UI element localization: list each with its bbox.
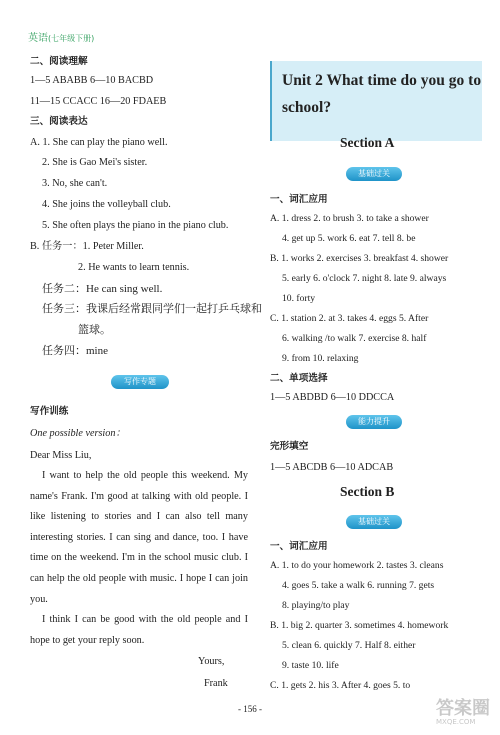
subject-header: [28, 29, 94, 44]
answer-b4: 任务三：我课后经常跟同学们一起打乒乓球和: [42, 303, 262, 315]
answer-a1: A. 1. She can play the piano well.: [30, 137, 168, 148]
section-a-row-5: 10. forty: [282, 293, 316, 304]
watermark-url: MXQE.COM: [436, 718, 476, 726]
section-b-title: Section B: [340, 484, 395, 499]
section-a-row-1: A. 1. dress 2. to brush 3. to take a shower: [270, 213, 429, 224]
section-a-title: Section A: [340, 135, 395, 150]
answer-b1: B. 任务一：1. Peter Miller.: [30, 241, 144, 252]
answer-b5: 篮球。: [78, 324, 111, 336]
expression-title: 三、阅读表达: [30, 116, 88, 127]
section-b-row-1: A. 1. to do your homework 2. tastes 3. cleans: [270, 560, 444, 571]
section-b-row-3: 8. playing/to play: [282, 600, 350, 611]
vocab-title-b: 一、词汇应用: [270, 541, 328, 552]
section-a-row-4: 5. early 6. o'clock 7. night 8. late 9. always: [282, 273, 447, 284]
letter-closing: Yours,: [198, 656, 225, 667]
answer-b6: 任务四：mine: [42, 345, 108, 357]
section-b-row-7: C. 1. gets 2. his 3. After 4. goes 5. to: [270, 680, 411, 691]
single-choice-answers: 1—5 ABDBD 6—10 DDCCA: [270, 392, 395, 403]
reading-title: 二、阅读理解: [30, 56, 88, 67]
grade-label: (七年级下册): [48, 34, 95, 43]
answer-a3: 3. No, she can't.: [42, 178, 108, 189]
section-a-row-2: 4. get up 5. work 6. eat 7. tell 8. be: [282, 233, 416, 244]
writing-title: 写作训练: [30, 406, 69, 417]
cloze-answers: 1—5 ABCDB 6—10 ADCAB: [270, 462, 394, 473]
section-b-row-2: 4. goes 5. take a walk 6. running 7. gets: [282, 580, 435, 591]
letter-paragraph-2: I think I can be good with the old people and I hope to get your reply soon.: [30, 614, 248, 646]
vocab-title-a: 一、词汇应用: [270, 194, 328, 205]
section-a-row-7: 6. walking /to walk 7. exercise 8. half: [282, 333, 427, 344]
section-b-row-4: B. 1. big 2. quarter 3. sometimes 4. homework: [270, 620, 449, 631]
reading-answers-2: 11—15 CCACC 16—20 FDAEB: [30, 96, 167, 107]
unit-title-line-2: school?: [282, 99, 332, 116]
letter-greeting: Dear Miss Liu,: [30, 450, 92, 461]
section-a-row-6: C. 1. station 2. at 3. takes 4. eggs 5. After: [270, 313, 429, 324]
section-a-row-8: 9. from 10. relaxing: [282, 353, 359, 364]
letter-paragraph-1: I want to help the old people this weekend. My name's Frank. I'm good at talking with old people. I like listening to stories and I can also tell many interesting stories. I can sing and dance, too. I have time on the weekend. I'm in the school music club. I can help the old people with music. I hope I can join you.: [30, 470, 248, 605]
subject-label: 英语: [28, 33, 48, 44]
basic-pill-a: 基础过关: [346, 167, 402, 181]
single-choice-title: 二、单项选择: [270, 373, 328, 384]
answer-a4: 4. She joins the volleyball club.: [42, 199, 171, 210]
page-number: - 156 -: [238, 704, 262, 714]
answer-a2: 2. She is Gao Mei's sister.: [42, 157, 148, 168]
reading-answers-1: 1—5 ABABB 6—10 BACBD: [30, 75, 154, 86]
answer-b3: 任务二：He can sing well.: [42, 283, 163, 295]
watermark-logo-text: 答案圈: [436, 698, 490, 719]
answer-b2: 2. He wants to learn tennis.: [78, 262, 190, 273]
possible-version: One possible version：: [30, 428, 126, 439]
letter-signature: Frank: [204, 678, 228, 689]
cloze-title: 完形填空: [270, 441, 309, 452]
section-a-row-3: B. 1. works 2. exercises 3. breakfast 4. shower: [270, 253, 449, 264]
ability-pill: 能力提升: [346, 415, 402, 429]
section-b-row-6: 9. taste 10. life: [282, 660, 339, 671]
basic-pill-b: 基础过关: [346, 515, 402, 529]
watermark: [436, 700, 496, 730]
unit-title-line-1: Unit 2 What time do you go to: [282, 72, 482, 89]
answer-a5: 5. She often plays the piano in the piano club.: [42, 220, 229, 231]
writing-pill: 写作专题: [111, 375, 169, 389]
section-b-row-5: 5. clean 6. quickly 7. Half 8. either: [282, 640, 416, 651]
